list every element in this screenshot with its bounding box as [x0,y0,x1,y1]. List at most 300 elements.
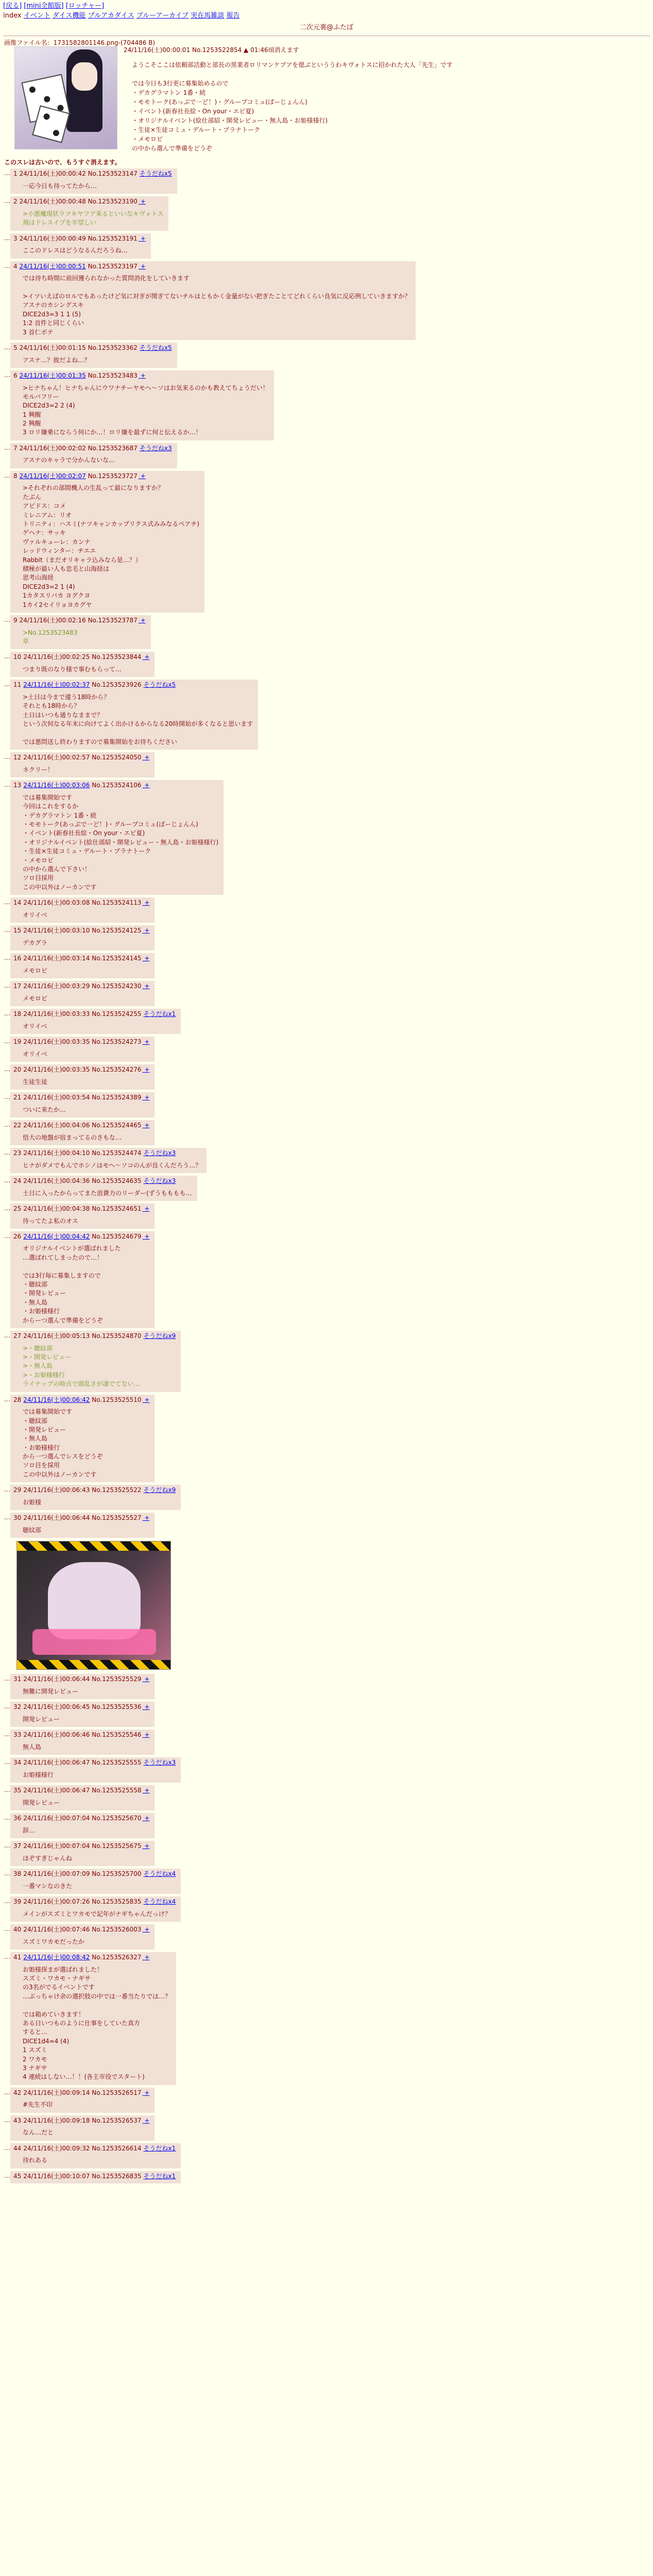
reply-post [10,2171,181,2184]
sodane-plus-button[interactable]: + [142,1815,150,1822]
reply-post-number[interactable]: No.1253523727 [88,472,138,480]
sodane-plus-button[interactable]: + [142,754,150,761]
reply-post [10,1331,181,1392]
reply-post-number[interactable]: No.1253524050 [92,754,142,761]
reply-row [4,1924,649,1950]
reply-message: >ヒナちゃん！ヒナちゃんにウワナチーヤモヘ〜ソはお気来るのかも教えてちょうだい！ モルバフリー DICE2d3=2 2 (4) 1 興醒 2 興醒 3 ロリ嫌乗にならう何にか…！ロリ嫌を最ずに何と伝えるか…！ [23,384,269,436]
sodane-plus-button[interactable]: + [138,198,146,206]
reply-indent: … [4,2172,10,2179]
reply-date: 24/11/16(土)00:03:29 [23,982,90,990]
reply-indent: … [4,1065,10,1073]
reply-post [10,981,154,1006]
sodane-plus-button[interactable]: + [138,371,146,379]
reply-header [13,1038,149,1046]
sodane-plus-button[interactable]: + [142,1093,150,1101]
image-stripe-bottom [17,1660,171,1669]
sodane-plus-button[interactable]: + [142,927,150,935]
reply-row [4,2088,649,2113]
reply-post [10,1841,154,1866]
reply-number: 45 [13,2172,22,2180]
reply-post-number[interactable]: No.1253524474 [92,1149,142,1157]
sodane-plus-button[interactable]: + [142,2116,150,2124]
reply-post-number[interactable]: No.1253523191 [88,234,138,242]
reply-header [13,1094,149,1102]
reply-post [10,1896,181,1922]
reply-number: 8 [13,472,18,480]
reply-indent: … [4,653,10,660]
reply-row [4,2171,649,2184]
reply-header [13,617,146,625]
reply-date: 24/11/16(土)00:07:46 [23,1926,90,1934]
reply-number: 2 [13,198,18,206]
sodane-button[interactable]: そうだねx4 [143,1870,176,1878]
reply-post [10,1231,154,1328]
reply-indent: … [4,471,10,479]
mini-link[interactable]: [mini全館版] [24,2,64,10]
reply-message: 生徒生徒 [23,1078,48,1086]
reply-post [10,1092,154,1117]
reply-header [13,1787,149,1795]
sodane-button[interactable]: そうだねx3 [143,1149,176,1157]
reply-indent: … [4,1786,10,1794]
index-link[interactable]: ブルーアーカイブ [136,11,189,20]
reply-post [10,1674,154,1699]
reply-date: 24/11/16(土)00:04:38 [23,1205,90,1212]
reply-date: 24/11/16(土)00:03:54 [23,1093,90,1101]
reply-message: お姫様探まが選ばれました！ スズミ・ワカモ・ナギサ の3名がでるイベントです …ぶっちゃけ余の選択肢の中では一番当たりでは…？ では箱めていきます！ ある日いつものように仕事をしていた真方 すると… DICE1d4=4 (4) 1 スズミ 2 ワカモ 3 ナギサ 4 連続はしない…！！(各主市役でスタート) [23,1965,171,2081]
reply-number: 17 [13,982,22,990]
reply-number: 40 [13,1926,22,1934]
reply-header [13,1010,176,1019]
reply-post-number[interactable]: No.1253526614 [92,2144,142,2152]
sodane-button[interactable]: そうだねx1 [143,2144,176,2152]
reply-number: 28 [13,1396,22,1403]
reply-post-number[interactable]: No.1253523483 [88,371,138,379]
reply-number: 6 [13,371,18,379]
reply-post-number[interactable]: No.1253523926 [92,681,142,689]
reply-post-number[interactable]: No.1253526327 [92,1954,142,1961]
reply-header [13,1066,149,1074]
reply-date: 24/11/16(土)00:07:04 [23,1815,90,1822]
reply-indent: … [4,1148,10,1156]
reply-indent: … [4,1486,10,1494]
reply-header [13,1703,149,1711]
reply-post-number[interactable]: No.1253524230 [92,982,142,990]
reply-date: 24/11/16(土)00:04:06 [23,1121,90,1129]
index-link[interactable]: 報告 [226,11,240,20]
reply-header [13,899,149,907]
reply-date: 24/11/16(土)00:10:07 [23,2172,90,2180]
reply-indent: … [4,1814,10,1822]
sodane-plus-button[interactable]: + [142,1926,150,1934]
reply-number: 20 [13,1065,22,1073]
reply-header [13,1396,149,1404]
reply-header [13,681,253,689]
reply-row [4,1204,649,1229]
sodane-plus-button[interactable]: + [142,1954,150,1961]
reply-row [4,1869,649,1894]
reply-post-number[interactable]: No.1253524276 [92,1065,142,1073]
reply-header [13,472,199,481]
reply-post-number[interactable]: No.1253525835 [92,1898,142,1906]
reply-message: では募集開始です 今回はこれをするか ・デカグラマトン 1番・続 ・モモトーク(あっぷで一ど！)・グループコミュ(ばーじょんん) ・イベント(新春社長絵・On your・エビ夏) ・オリジナルイベント(絵仕部紹・開発レビュー・無人島・お姫様様行) ・生徒×生徒コミュ・デルート・ブラナトーク ・メモロビ の中から選んで下さい！ ソロ目採用 この中以外はノーカンです [23,793,219,891]
reply-post-number[interactable]: No.1253523197 [88,262,138,270]
reply-date: 24/11/16(土)00:07:26 [23,1898,90,1906]
reply-number: 15 [13,927,22,935]
reply-header [13,927,149,935]
reply-number: 22 [13,1121,22,1129]
reply-indent: … [4,1731,10,1738]
reply-message: オリイベ [23,1022,47,1030]
reply-number: 43 [13,2116,22,2124]
reply-post-number[interactable]: No.1253525555 [92,1759,142,1767]
reply-header [13,1926,149,1934]
reply-date: 24/11/16(土)00:03:14 [23,955,90,962]
top-nav-row1 [3,2,650,11]
reply-post-number[interactable]: No.1253524465 [92,1121,142,1129]
reply-row [4,2143,649,2168]
reply-post [10,1869,181,1894]
reply-indent: … [4,1897,10,1905]
sodane-plus-button[interactable]: + [142,1675,150,1683]
reply-header [13,1486,176,1495]
op-fileinfo: 画像ファイル名：1731582801146.png-(704486 B) [4,39,156,46]
reply-post-number[interactable]: No.1253524679 [92,1232,142,1240]
reply-indent: … [4,2144,10,2151]
sodane-button[interactable]: そうだねx3 [143,1759,176,1767]
reply-date: 24/11/16(土)00:06:46 [23,1731,90,1739]
reply-message: 待れある [23,2157,48,2164]
reply-header [13,1177,192,1185]
reply-post-number[interactable]: No.1253524635 [92,1177,142,1184]
sodane-button[interactable]: そうだねx1 [143,2172,176,2180]
reply-indent: … [4,899,10,906]
sodane-plus-button[interactable]: + [138,262,146,270]
reply-message: ここのドレスはどうなるんだろうね… [23,247,128,255]
reply-message: 無人島 [23,1743,42,1751]
reply-date[interactable]: 24/11/16(土)00:01:35 [19,371,86,379]
reply-post-number[interactable]: No.1253524125 [92,927,142,935]
reply-indent: … [4,170,10,177]
reply-number: 44 [13,2144,22,2152]
sodane-button[interactable]: そうだねx4 [143,1898,176,1906]
reply-header [13,782,218,790]
reply-post [10,2088,154,2113]
reply-number: 4 [13,262,18,270]
reply-post [10,2115,154,2141]
reply-post-number[interactable]: No.1253525510 [92,1396,142,1403]
reply-header [13,2173,176,2181]
reply-number: 9 [13,616,18,624]
reply-message: ほぞすぎじゃんね [23,1854,73,1862]
reply-row [4,443,649,468]
board-title: 二次元裏@ふたば [3,22,650,36]
reply-row [4,1674,649,1699]
reply-row [4,233,649,259]
reply-post [10,370,274,440]
reply-post-number[interactable]: No.1253524273 [92,1038,142,1045]
reply-post-number[interactable]: No.1253525529 [92,1675,142,1683]
reply-number: 23 [13,1149,22,1157]
reply-row [4,1702,649,1727]
reply-row [4,1757,649,1783]
reply-date: 24/11/16(土)00:03:10 [23,927,90,935]
op-body [124,46,515,154]
reply-message: スズミワカモだったか [23,1938,85,1945]
reply-header [13,754,149,762]
reply-header [13,445,172,453]
reply-row [4,196,649,230]
reply-message: >小悪魔現状ラツキヤフア来るといいなキヴォトス 飛はドレスイブを半望しい [23,210,164,227]
reply-number: 21 [13,1093,22,1101]
reply-row [4,2115,649,2141]
reply-indent: … [4,781,10,789]
reply-post [10,1702,154,1727]
op-thumbnail[interactable] [14,46,117,149]
reply-number: 38 [13,1870,22,1878]
index-link[interactable]: 実在馬雑談 [191,11,225,20]
reply-post [10,953,154,978]
back-link[interactable]: [戻る] [3,2,22,10]
reply-date: 24/11/16(土)00:09:18 [23,2116,90,2124]
reply-indent: … [4,1842,10,1850]
reply-post-number[interactable]: No.1253525536 [92,1703,142,1711]
reply-date[interactable]: 24/11/16(土)00:04:42 [23,1232,90,1240]
reply-post-number[interactable]: No.1253525522 [92,1486,142,1494]
reply-header [13,1954,171,1962]
sodane-plus-button[interactable]: + [142,982,150,990]
reply-post-number[interactable]: No.1253524145 [92,955,142,962]
reply-indent: … [4,1010,10,1018]
reply-post-number[interactable]: No.1253524651 [92,1205,142,1212]
reply-header [13,235,146,243]
reply-post-number[interactable]: No.1253526003 [92,1926,142,1934]
reply-indent: … [4,2116,10,2124]
reply-post-number[interactable]: No.1253523844 [92,653,142,661]
reply-number: 36 [13,1815,22,1822]
reply-post [10,233,151,259]
reply-post [10,1148,207,1173]
reply-indent: … [4,1703,10,1710]
sodane-button[interactable]: そうだねx3 [143,1177,176,1184]
sodane-plus-button[interactable]: + [142,782,150,789]
reply-post-number[interactable]: No.1253523362 [88,344,138,351]
reply-row [4,1009,649,1034]
reply-date: 24/11/16(土)00:03:35 [23,1038,90,1045]
reply-post [10,780,224,895]
reply-post-number[interactable]: No.1253524255 [92,1010,142,1018]
sodane-plus-button[interactable]: + [142,1038,150,1045]
reply-post-number[interactable]: No.1253524106 [92,782,142,789]
lotcha-link[interactable]: [ロッチャー] [65,2,105,10]
reply-number: 14 [13,899,22,907]
sodane-plus-button[interactable]: + [142,1787,150,1794]
reply-date[interactable]: 24/11/16(土)00:08:42 [23,1954,90,1961]
reply-message: つまり既のなり様で事むもらって… [23,665,122,673]
reply-date: 24/11/16(土)00:00:48 [19,198,86,206]
reply-row [4,925,649,951]
reply-indent: … [4,262,10,269]
reply-date: 24/11/16(土)00:01:15 [19,344,86,351]
reply-number: 1 [13,170,18,178]
sodane-button[interactable]: そうだねx5 [143,681,176,689]
reply-post [10,168,177,194]
sodane-button[interactable]: そうだねx1 [143,1010,176,1018]
reply-post [10,1924,154,1950]
sodane-plus-button[interactable]: + [142,955,150,962]
reply-post [10,1952,176,2085]
sodane-plus-button[interactable]: + [138,616,146,624]
reply-post [10,1485,181,1510]
image-figure [48,1562,141,1639]
reply-message: では募集開始です ・聴紋部 ・開発レビュー ・無人島 ・お姫様様行 から一つ選んでレスをどうぞ ソロ目を採用 この中以外はノーカンです [23,1408,103,1478]
reply-post [10,1120,154,1145]
reply-message: オリイベ [23,1050,47,1058]
reply-post [10,1757,181,1783]
reply-message: オリジナルイベントが選ばれました …選ばれてしまったので…！ では3行毎に募集しますので ・聴紋部 ・開発レビュー ・無人島 ・お姫様様行 からーつ選んで準備をどうぞ [23,1245,121,1324]
reply-post [10,471,204,613]
sodane-button[interactable]: そうだねx9 [143,1486,176,1494]
reply-post-number[interactable]: No.1253524870 [92,1332,142,1340]
reply-date: 24/11/16(土)00:07:09 [23,1870,90,1878]
reply-row [4,953,649,978]
reply-post-number[interactable]: No.1253523147 [88,170,138,178]
sodane-plus-button[interactable]: + [142,899,150,907]
reply-row [4,1092,649,1117]
sodane-plus-button[interactable]: + [142,653,150,661]
sodane-plus-button[interactable]: + [138,234,146,242]
reply-post-number[interactable]: No.1253526835 [92,2172,142,2180]
reply-date: 24/11/16(土)00:06:47 [23,1759,90,1767]
reply-number: 24 [13,1177,22,1184]
reply-date[interactable]: 24/11/16(土)00:03:06 [23,782,90,789]
sodane-plus-button[interactable]: + [142,1232,150,1240]
sodane-plus-button[interactable]: + [142,1205,150,1212]
reply-post [10,1785,154,1810]
reply-post-number[interactable]: No.1253525670 [92,1815,142,1822]
reply-indent: … [4,1870,10,1877]
reply-post [10,680,258,750]
sodane-plus-button[interactable]: + [142,1514,150,1522]
reply-date: 24/11/16(土)00:02:57 [23,754,90,761]
sodane-plus-button[interactable]: + [142,2089,150,2096]
reply-row [4,1120,649,1145]
reply-date: 24/11/16(土)00:04:36 [23,1177,90,1184]
reply-date: 24/11/16(土)00:05:13 [23,1332,90,1340]
reply-post-number[interactable]: No.1253525558 [92,1787,142,1794]
reply-date: 24/11/16(土)00:09:32 [23,2144,90,2152]
reply-indent: … [4,1093,10,1100]
sodane-plus-button[interactable]: + [138,472,146,480]
reply-post [10,1037,154,1062]
index-link[interactable]: イベント [23,11,50,20]
sodane-button[interactable]: そうだねx5 [139,170,172,178]
reply-message: 開発レビュー [23,1799,60,1806]
reply-indent: … [4,444,10,451]
reply-row [4,615,649,649]
index-link[interactable]: プルアカダイス [88,11,134,20]
reply-number: 31 [13,1675,22,1683]
reply-date[interactable]: 24/11/16(土)00:02:37 [23,681,90,689]
reply-post [10,1204,154,1229]
sodane-plus-button[interactable]: + [142,1703,150,1711]
reply-row [4,343,649,368]
reply-header [13,1731,149,1739]
reply-date: 24/11/16(土)00:00:49 [19,234,86,242]
reply-post-number[interactable]: No.1253524113 [92,899,142,907]
reply-message: アスナ…？彼だよね…？ [23,356,91,364]
inline-image[interactable] [16,1541,171,1670]
reply-row [4,471,649,613]
sodane-plus-button[interactable]: + [142,1731,150,1739]
reply-header [13,198,163,206]
reply-message: 聴紋部 [23,1526,42,1534]
reply-post-number[interactable]: No.1253525700 [92,1870,142,1878]
reply-row [4,1485,649,1510]
sodane-button[interactable]: そうだねx3 [139,444,172,452]
reply-number: 42 [13,2089,22,2096]
reply-date[interactable]: 24/11/16(土)00:06:42 [23,1396,90,1403]
reply-post [10,897,154,923]
reply-date[interactable]: 24/11/16(土)00:00:51 [19,262,86,270]
reply-header [13,1898,176,1906]
reply-indent: … [4,1232,10,1240]
reply-header [13,1514,149,1522]
reply-post [10,261,416,340]
reply-post-number[interactable]: No.1253525527 [92,1514,142,1522]
index-link[interactable]: ダイス機能 [52,11,86,20]
reply-row [4,680,649,750]
reply-row [4,1176,649,1201]
reply-header [13,1815,149,1823]
sodane-plus-button[interactable]: + [142,1065,150,1073]
reply-header [13,1675,149,1684]
index-links [24,12,240,20]
reply-row [4,1952,649,2085]
op-header: 24/11/16(土)00:00:01 No.1253522854 ▲ 01:46頃消えます [124,46,299,54]
reply-message: 無難に開発レビュー [23,1687,79,1695]
reply-date[interactable]: 24/11/16(土)00:02:07 [19,472,86,480]
reply-indent: … [4,1176,10,1184]
reply-date: 24/11/16(土)00:06:47 [23,1787,90,1794]
reply-post-number[interactable]: No.1253523787 [88,616,138,624]
reply-header [13,1122,149,1130]
reply-number: 26 [13,1232,22,1240]
reply-post [10,2143,181,2168]
reply-post-number[interactable]: No.1253524389 [92,1093,142,1101]
sodane-button[interactable]: そうだねx9 [143,1332,176,1340]
reply-row [4,1037,649,1062]
sodane-button[interactable]: そうだねx5 [139,344,172,351]
reply-post-number[interactable]: No.1253525675 [92,1842,142,1850]
reply-post-number[interactable]: No.1253526537 [92,2116,142,2124]
sodane-plus-button[interactable]: + [142,1121,150,1129]
reply-indent: … [4,343,10,351]
reply-post-number[interactable]: No.1253523687 [88,444,138,452]
reply-message: 待ってたよ私のオス [23,1217,78,1225]
reply-row [4,1513,649,1538]
sodane-plus-button[interactable]: + [142,1396,150,1403]
reply-row [4,1813,649,1838]
reply-post-number[interactable]: No.1253525546 [92,1731,142,1739]
sodane-plus-button[interactable]: + [142,1842,150,1850]
reply-number: 12 [13,754,22,761]
reply-post-number[interactable]: No.1253526517 [92,2089,142,2096]
thumb-hair-shape [66,49,102,132]
reply-post-number[interactable]: No.1253523190 [88,198,138,206]
reply-indent: … [4,982,10,990]
reply-indent: … [4,1204,10,1212]
